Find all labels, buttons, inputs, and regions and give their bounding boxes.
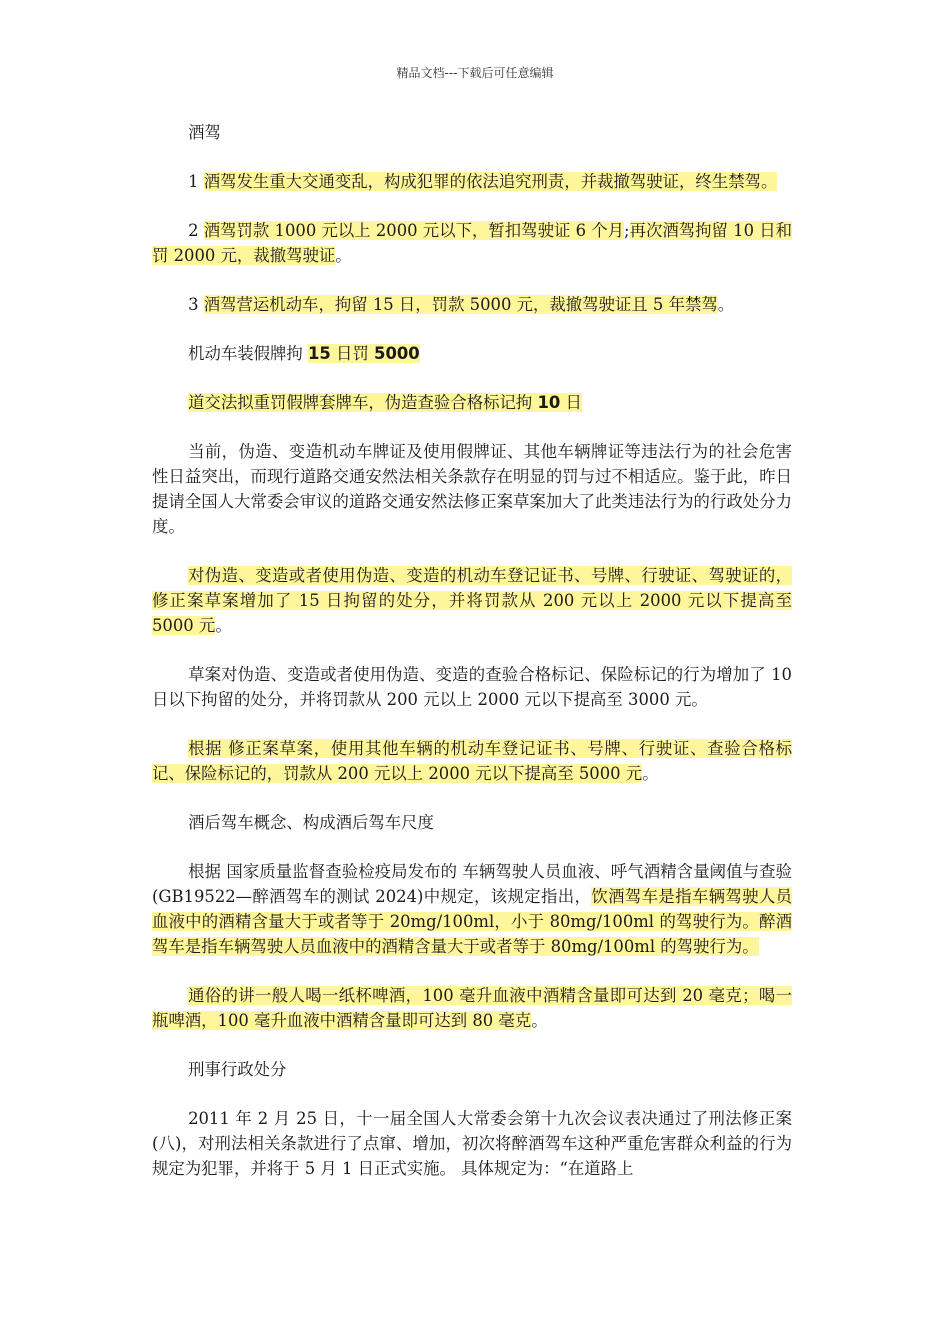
text-run: 2011 年 2 月 25 日，十一届全国人大常委会第十九次会议表决通过了刑法修正案(八)，对刑法相关条款进行了点窜、增加，初次将醉酒驾车这种严重危害群众利益的行为规定为犯罪，并将于 5 月 1 日正式实施。 具体规定为：“在道路上 <box>152 1109 792 1178</box>
highlighted-text: 酒驾罚款 1000 元以上 2000 元以下，暂扣驾驶证 6 个月 <box>203 221 625 240</box>
text-run: 刑事行政处分 <box>188 1060 287 1079</box>
paragraph <box>152 439 792 539</box>
paragraph <box>152 1057 792 1082</box>
text-run: 3 <box>188 295 204 314</box>
highlighted-text: 再次酒驾拘留 10 日和罚 2000 元，裁撤驾驶证 <box>152 221 793 265</box>
text-run: 2 <box>188 221 204 240</box>
paragraph <box>152 662 792 712</box>
highlighted-text: 10 <box>537 393 561 412</box>
page-header: 精品文档---下载后可任意编辑 <box>396 66 554 80</box>
text-run: 。 <box>335 246 352 265</box>
highlighted-text: 根据 修正案草案，使用其他车辆的机动车登记证书、号牌、行驶证、查验合格标记、保险标记的，罚款从 200 元以上 2000 元以下提高至 5000 元 <box>152 739 792 783</box>
paragraph <box>152 120 792 145</box>
highlighted-text: 对伪造、变造或者使用伪造、变造的机动车登记证书、号牌、行驶证、驾驶证的，修正案草案增加了 15 日拘留的处分，并将罚款从 200 元以上 2000 元以下提高至 5000 元 <box>152 566 792 635</box>
text-run: 。 <box>642 764 659 783</box>
highlighted-text: 道交法拟重罚假牌套牌车，伪造查验合格标记拘 <box>188 393 538 412</box>
text-run: 酒驾 <box>188 123 221 142</box>
paragraph <box>152 218 792 268</box>
document-body <box>152 120 792 1205</box>
text-run: 草案对伪造、变造或者使用伪造、变造的查验合格标记、保险标记的行为增加了 10 日以下拘留的处分，并将罚款从 200 元以上 2000 元以下提高至 3000 元。 <box>152 665 792 709</box>
text-run: 。 <box>215 616 232 635</box>
paragraph <box>152 390 792 415</box>
highlighted-text: 5000 <box>374 344 420 363</box>
paragraph <box>152 292 792 317</box>
highlighted-text: 饮酒驾车是指车辆驾驶人员血液中的酒精含量大于或者等于 20mg/100ml，小于 80mg/100ml 的驾驶行为。醉酒驾车是指车辆驾驶人员血液中的酒精含量大于或者等于 80mg/100ml 的驾驶行为。 <box>152 887 793 956</box>
highlighted-text: 酒驾营运机动车，拘留 15 日，罚款 5000 元，裁撤驾驶证且 5 年禁驾 <box>203 295 718 314</box>
paragraph <box>152 563 792 638</box>
paragraph <box>152 341 792 366</box>
highlighted-text: 日罚 <box>330 344 375 363</box>
highlighted-text: 酒驾发生重大交通变乱，构成犯罪的依法追究刑责，并裁撤驾驶证，终生禁驾。 <box>203 172 778 191</box>
highlighted-text: 日 <box>560 393 582 412</box>
paragraph <box>152 859 792 959</box>
paragraph <box>152 169 792 194</box>
paragraph <box>152 983 792 1033</box>
paragraph <box>152 1106 792 1181</box>
text-run: 。 <box>717 295 735 314</box>
text-run: 。 <box>531 1011 548 1030</box>
highlighted-text: 15 <box>308 344 331 363</box>
highlighted-text: 通俗的讲一般人喝一纸杯啤酒，100 毫升血液中酒精含量即可达到 20 毫克；喝一瓶啤酒，100 毫升血液中酒精含量即可达到 80 毫克 <box>152 986 792 1030</box>
paragraph <box>152 810 792 835</box>
text-run: 酒后驾车概念、构成酒后驾车尺度 <box>188 813 434 832</box>
text-run: 当前，伪造、变造机动车牌证及使用假牌证、其他车辆牌证等违法行为的社会危害性日益突出，而现行道路交通安然法相关条款存在明显的罚与过不相适应。鉴于此，昨日提请全国人大常委会审议的道路交通安然法修正案草案加大了此类违法行为的行政处分力度。 <box>152 442 792 536</box>
text-run: 机动车装假牌拘 <box>188 344 309 363</box>
text-run: ; <box>624 221 630 240</box>
paragraph <box>152 736 792 786</box>
text-run: 1 <box>188 172 204 191</box>
text-run: 根据 国家质量监督查验检疫局发布的 车辆驾驶人员血液、呼气酒精含量阈值与查验 (GB19522—醉酒驾车的测试 2024)中规定，该规定指出， <box>152 862 792 906</box>
